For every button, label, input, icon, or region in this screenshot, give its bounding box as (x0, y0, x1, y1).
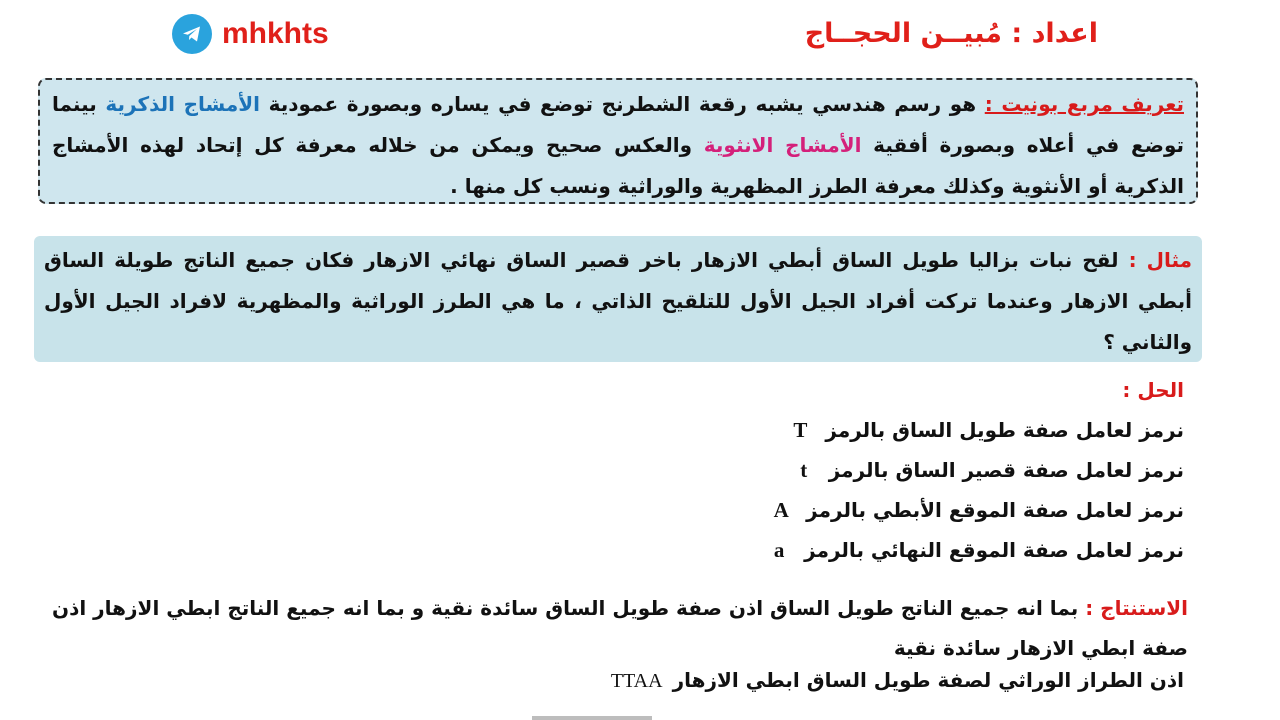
conclusion-text: بما انه جميع الناتج طويل الساق اذن صفة طويل الساق سائدة نقية و بما انه جميع الناتج ابطي الازهار اذن صفة ابطي الازهار سائدة نقية (52, 596, 1188, 660)
solution-line (764, 498, 1184, 523)
telegram-brand (172, 14, 329, 54)
solution-line-text: نرمز لعامل صفة الموقع الأبطي بالرمز (806, 498, 1184, 522)
definition-text-3: والعكس صحيح ويمكن من خلاله معرفة كل إتحاد لهذه الأمشاج الذكرية أو الأنثوية وكذلك معرفة الطرز المظهرية والوراثية ونسب كل منها . (52, 133, 1184, 198)
solution-line (787, 458, 1184, 483)
female-gametes-term: الأمشاج الانثوية (703, 133, 862, 157)
solution-symbol: T (793, 418, 808, 442)
solution-symbol: t (800, 458, 808, 482)
solution-symbol: A (773, 498, 789, 522)
solution-label: الحل : (1122, 378, 1184, 402)
genotype-line (611, 668, 1184, 693)
solution-line-text: نرمز لعامل صفة الموقع النهائي بالرمز (804, 538, 1184, 562)
conclusion-paragraph (52, 588, 1188, 668)
solution-line (783, 418, 1184, 443)
solution-line-text: نرمز لعامل صفة طويل الساق بالرمز (825, 418, 1184, 442)
example-text: لقح نبات بزاليا طويل الساق أبطي الازهار باخر قصير الساق نهائي الازهار فكان جميع الناتج طويلة الساق أبطي الازهار وعندما تركت أفراد الجيل الأول للتلقيح الذاتي ، ما هي الطرز الوراثية والمظهرية لافراد الجيل الأول والثاني ؟ (44, 248, 1192, 354)
male-gametes-term: الأمشاج الذكرية (105, 92, 260, 116)
example-box (34, 236, 1202, 362)
solution-line-text: نرمز لعامل صفة قصير الساق بالرمز (828, 458, 1184, 482)
author-credit: اعداد : مُبيــن الحجــاج (804, 18, 1098, 49)
example-label: مثال : (1128, 248, 1192, 272)
cutoff-highlight (532, 716, 652, 720)
genotype-symbol: TTAA (610, 670, 663, 692)
definition-text-1: هو رسم هندسي يشبه رقعة الشطرنج توضع في يساره وبصورة عمودية (260, 92, 985, 116)
definition-label: تعريف مربع بونيت : (984, 92, 1184, 116)
conclusion-label: الاستنتاج : (1085, 596, 1188, 620)
definition-text-2: بينما توضع في أعلاه وبصورة أفقية (52, 92, 1185, 157)
solution-symbol: a (773, 538, 785, 562)
brand-name: mhkhts (222, 17, 329, 50)
telegram-icon (172, 14, 212, 54)
definition-box (38, 78, 1198, 204)
genotype-line-text: اذن الطراز الوراثي لصفة طويل الساق ابطي الازهار (672, 668, 1184, 692)
solution-line (762, 538, 1184, 563)
